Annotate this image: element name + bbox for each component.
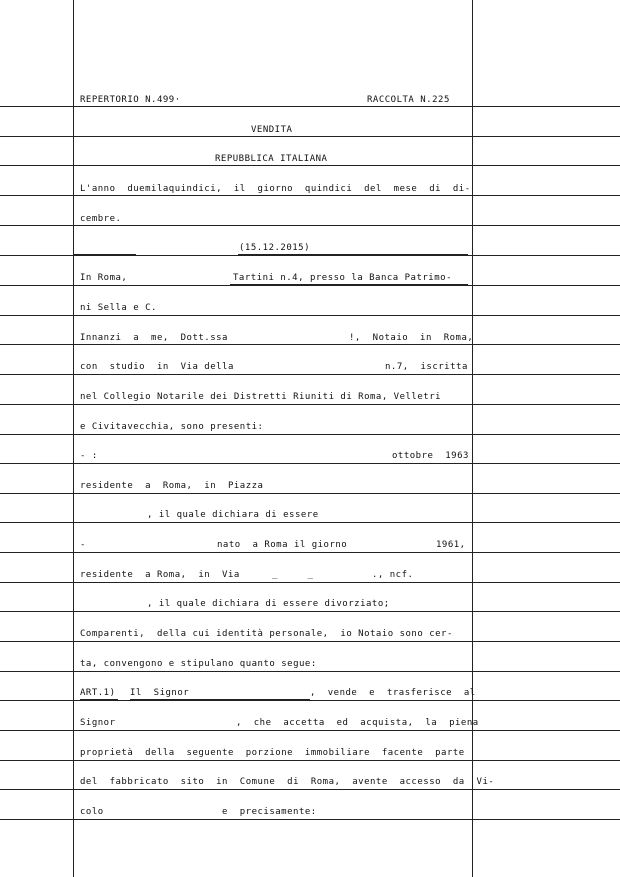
text-line: L'anno duemilaquindici, il giorno quindici del mese di di- <box>80 184 471 194</box>
text-line: _ _ <box>272 570 314 580</box>
ruled-line <box>0 374 620 375</box>
ruled-line <box>0 195 620 196</box>
ruled-line <box>0 106 620 107</box>
ruled-line <box>0 730 620 731</box>
ruled-line <box>0 789 620 790</box>
text-line: In Roma, <box>80 273 128 283</box>
text-line: - <box>80 540 86 550</box>
raccolta-number: RACCOLTA N.225 <box>367 95 450 105</box>
ruled-line <box>0 315 620 316</box>
text-line: Comparenti, della cui identità personale, io Notaio sono cer- <box>80 629 453 639</box>
right-margin-rule <box>472 0 473 877</box>
ruled-line <box>0 493 620 494</box>
text-line: ., ncf. <box>372 570 414 580</box>
underline <box>80 699 118 700</box>
date-numeric: (15.12.2015) <box>239 243 311 253</box>
text-line: cembre. <box>80 214 122 224</box>
text-line: e Civitavecchia, sono presenti: <box>80 422 264 432</box>
text-line: !, Notaio in Roma, <box>349 333 474 343</box>
text-line: nato a Roma il giorno <box>217 540 348 550</box>
text-line: n.7, iscritta <box>385 362 468 372</box>
ruled-line <box>0 700 620 701</box>
ruled-line <box>0 522 620 523</box>
text-line: , il quale dichiara di essere <box>147 510 319 520</box>
ruled-line <box>0 225 620 226</box>
ruled-line <box>0 552 620 553</box>
text-line: , che accetta ed acquista, la piena <box>236 718 479 728</box>
text-line: residente a Roma, in Piazza <box>80 481 264 491</box>
underline <box>238 254 468 255</box>
text-line: , vende e trasferisce al <box>310 688 476 698</box>
ruled-line <box>0 165 620 166</box>
underline <box>230 284 468 285</box>
text-line: proprietà della seguente porzione immobiliare facente parte <box>80 748 465 758</box>
ruled-line <box>0 819 620 820</box>
text-line: , il quale dichiara di essere divorziato; <box>147 599 390 609</box>
text-line: Tartini n.4, presso la Banca Patrimo- <box>233 273 452 283</box>
text-line: e precisamente: <box>222 807 317 817</box>
ruled-line <box>0 285 620 286</box>
ruled-line <box>0 255 620 256</box>
document-title: VENDITA <box>251 125 293 135</box>
text-line: ottobre 1963 <box>392 451 469 461</box>
text-line: residente a Roma, in Via <box>80 570 240 580</box>
text-line: nel Collegio Notarile dei Distretti Riuniti di Roma, Velletri <box>80 392 442 402</box>
text-line: con studio in Via della <box>80 362 234 372</box>
republic-heading: REPUBBLICA ITALIANA <box>215 154 328 164</box>
text-line: 1961, <box>436 540 466 550</box>
ruled-line <box>0 404 620 405</box>
article-label: ART.1) <box>80 688 116 698</box>
ruled-line <box>0 582 620 583</box>
text-line: Signor <box>80 718 116 728</box>
text-line: del fabbricato sito in Comune di Roma, avente accesso da Vi- <box>80 777 495 787</box>
text-line: ta, convengono e stipulano quanto segue: <box>80 659 317 669</box>
ruled-line <box>0 760 620 761</box>
ruled-line <box>0 463 620 464</box>
ruled-line <box>0 641 620 642</box>
text-line: - : <box>80 451 98 461</box>
underline <box>74 254 136 255</box>
text-line: colo <box>80 807 104 817</box>
ruled-line <box>0 434 620 435</box>
ruled-line <box>0 611 620 612</box>
ruled-line <box>0 671 620 672</box>
text-line: ni Sella e C. <box>80 303 157 313</box>
text-line: Innanzi a me, Dott.ssa <box>80 333 228 343</box>
repertorio-number: REPERTORIO N.499· <box>80 95 181 105</box>
text-line: Il Signor <box>130 688 190 698</box>
underline <box>130 699 310 700</box>
left-margin-rule <box>73 0 74 877</box>
ruled-line <box>0 344 620 345</box>
ruled-line <box>0 136 620 137</box>
